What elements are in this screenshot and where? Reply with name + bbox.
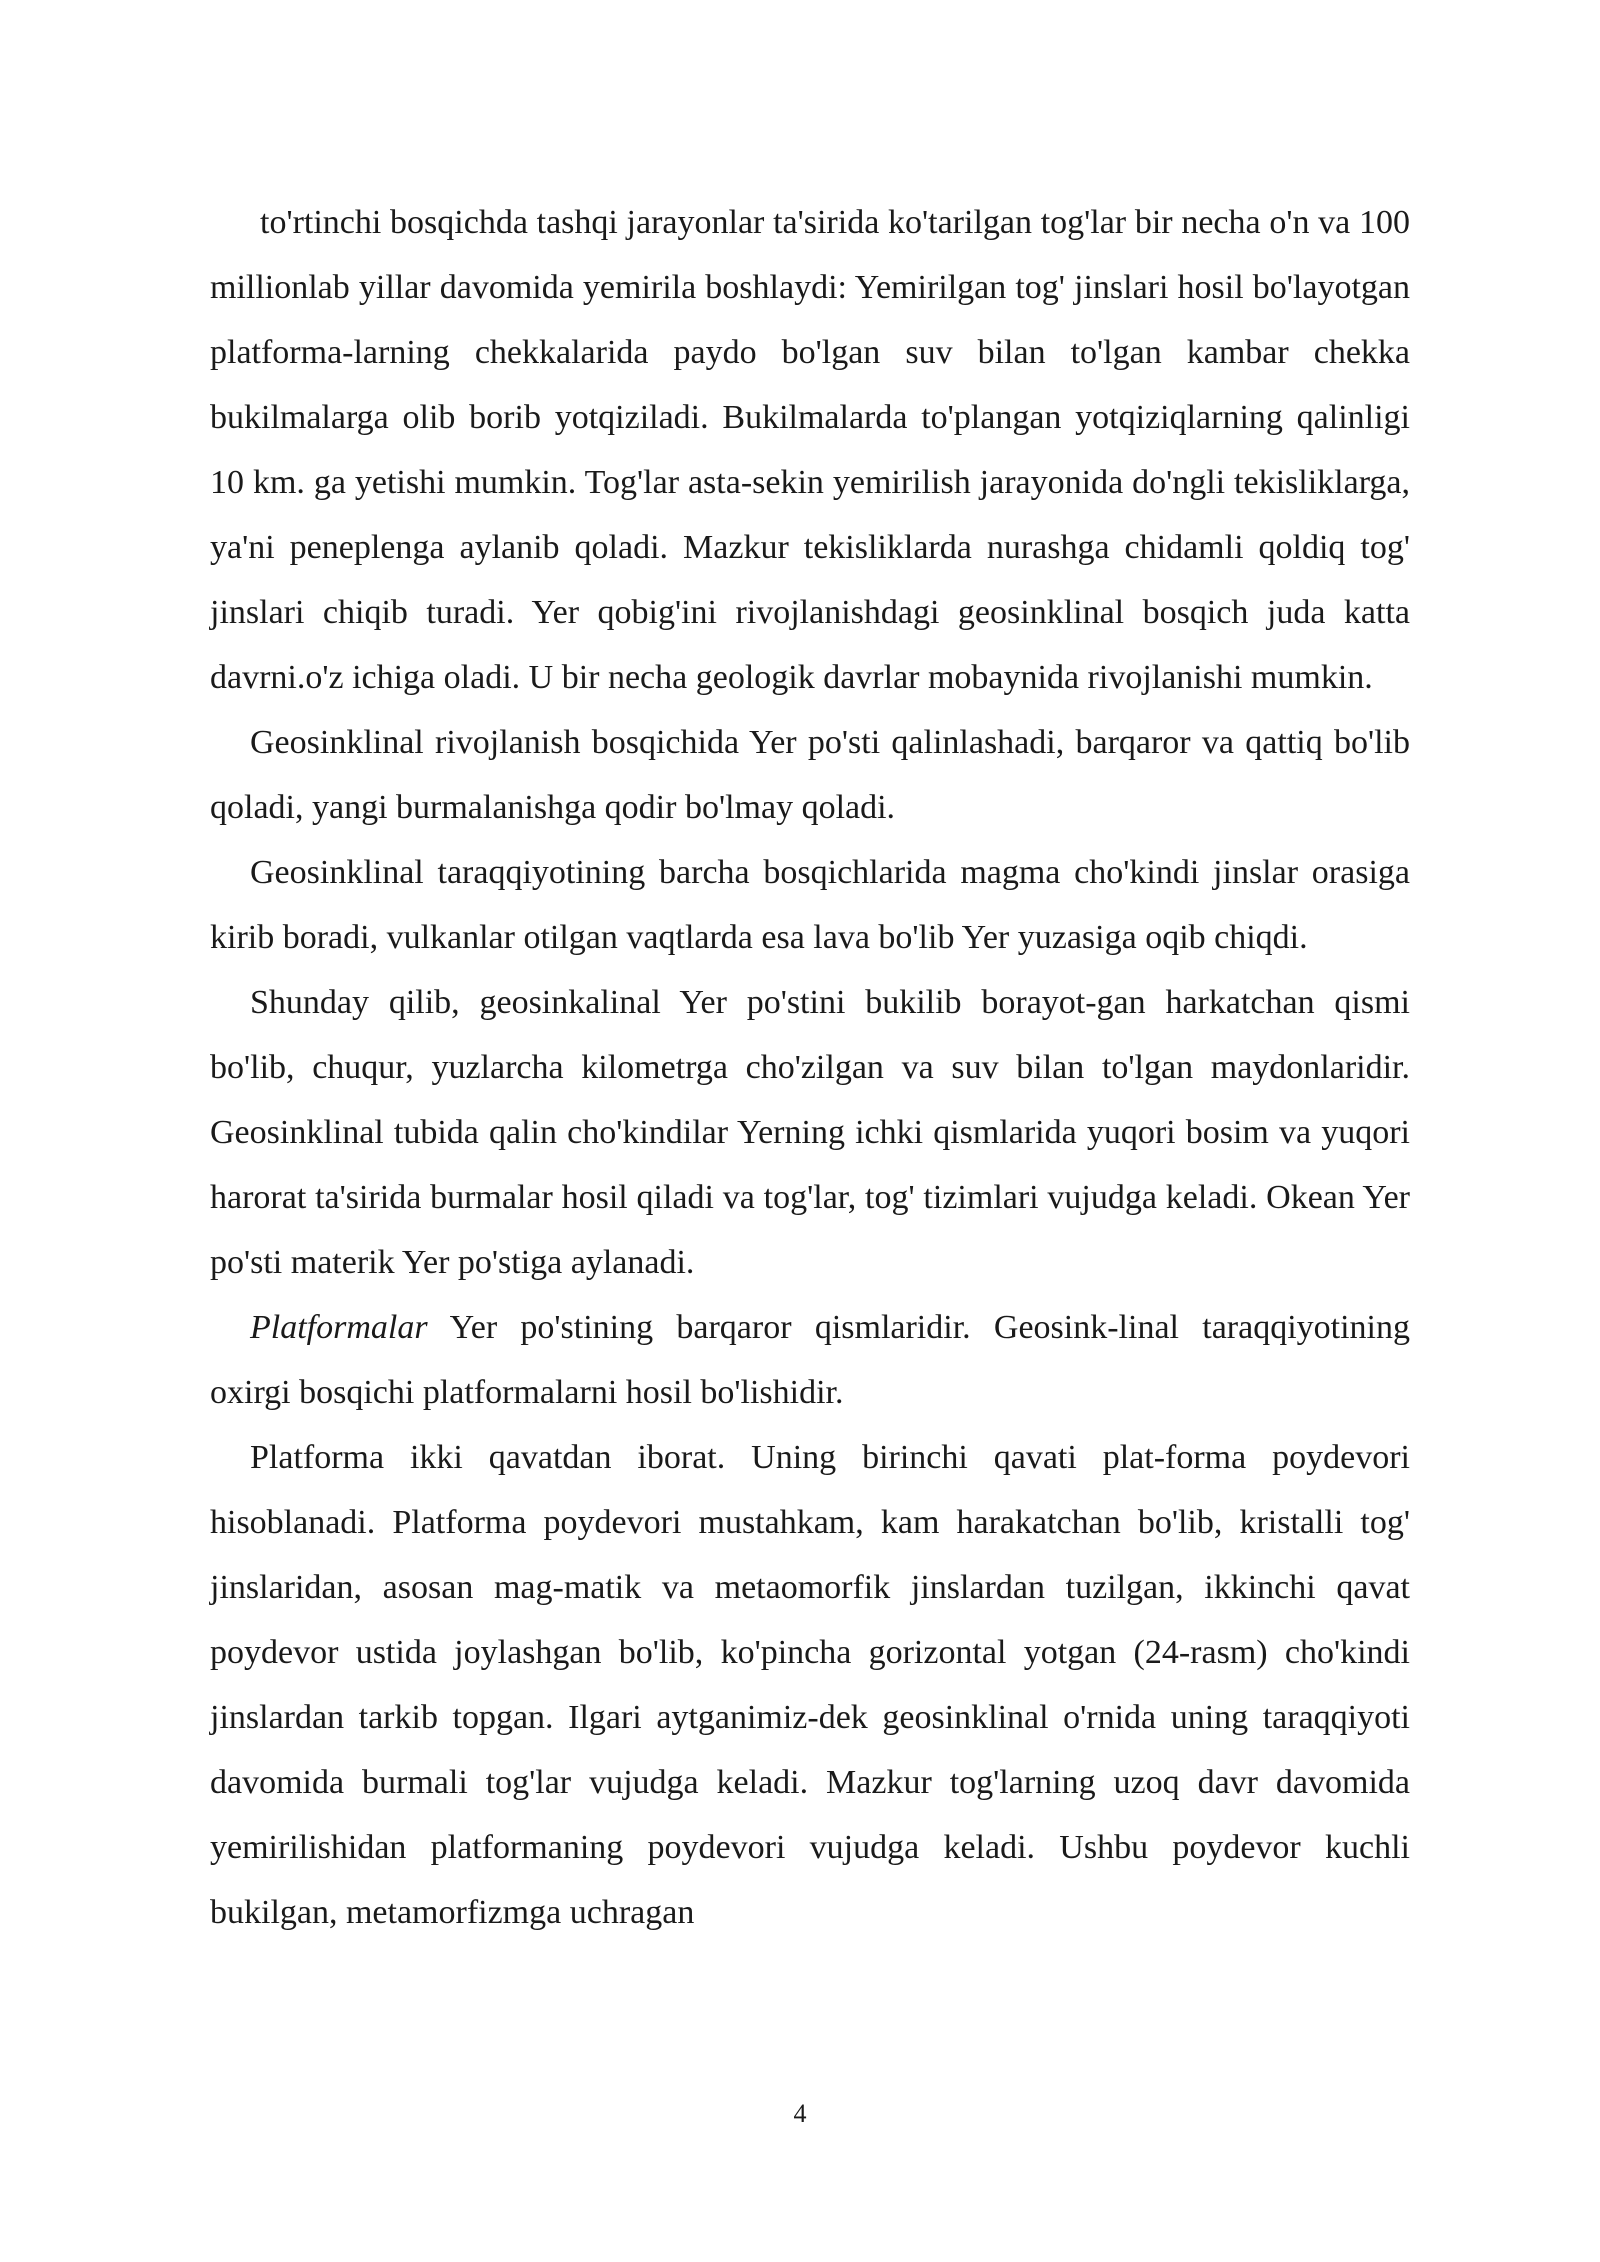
paragraph-1-text: to'rtinchi bosqichda tashqi jarayonlar ta'sirida ko'tarilgan tog'lar bir necha o'n va 100 millionlab yillar davomida yemirila boshlaydi: Yemirilgan tog' jinslari hosil bo'layotgan platforma-larning chekkalarida paydo bo'lgan suv bilan to'lgan kambar chekka bukilmalarga olib borib yotqiziladi. Bukilmalarda to'plangan yotqiziqlarning qalinligi 10 km. ga yetishi mumkin. Tog'lar asta-sekin yemirilish jarayonida do'ngli tekisliklarga, ya'ni peneplenga aylanib qoladi. Mazkur tekisliklarda nurashga chidamli qoldiq tog' jinslari chiqib turadi. Yer qobig'ini rivojlanishdagi geosinklinal bosqich juda katta davrni.o'z ichiga oladi. U bir necha geologik davrlar mobaynida rivojlanishi mumkin. [210, 204, 1410, 696]
paragraph-2 [210, 710, 1410, 840]
paragraph-5 [210, 1295, 1410, 1425]
paragraph-1 [210, 190, 1410, 710]
paragraph-6 [210, 1425, 1410, 1945]
italic-term-platformalar: Platformalar [250, 1309, 428, 1346]
paragraph-4-text: Shunday qilib, geosinkalinal Yer po'stini bukilib borayot-gan harkatchan qismi bo'lib, chuqur, yuzlarcha kilometrga cho'zilgan va suv bilan to'lgan maydonlaridir. Geosinklinal tubida qalin cho'kindilar Yerning ichki qismlarida yuqori bosim va yuqori harorat ta'sirida burmalar hosil qiladi va tog'lar, tog' tizimlari vujudga keladi. Okean Yer po'sti materik Yer po'stiga aylanadi. [210, 984, 1410, 1281]
paragraph-3 [210, 840, 1410, 970]
body-text [210, 190, 1410, 1945]
paragraph-3-text: Geosinklinal taraqqiyotining barcha bosqichlarida magma cho'kindi jinslar orasiga kirib boradi, vulkanlar otilgan vaqtlarda esa lava bo'lib Yer yuzasiga oqib chiqdi. [210, 854, 1410, 956]
paragraph-2-text: Geosinklinal rivojlanish bosqichida Yer po'sti qalinlashadi, barqaror va qattiq bo'lib qoladi, yangi burmalanishga qodir bo'lmay qoladi. [210, 724, 1410, 826]
paragraph-4 [210, 970, 1410, 1295]
paragraph-6-text: Platforma ikki qavatdan iborat. Uning birinchi qavati plat-forma poydevori hisoblanadi. Platforma poydevori mustahkam, kam harakatchan bo'lib, kristalli tog' jinslaridan, asosan mag-matik va metaomorfik jinslardan tuzilgan, ikkinchi qavat poydevor ustida joylashgan bo'lib, ko'pincha gorizontal yotgan (24-rasm) cho'kindi jinslardan tarkib topgan. Ilgari aytganimiz-dek geosinklinal o'rnida uning taraqqiyoti davomida burmali tog'lar vujudga keladi. Mazkur tog'larning uzoq davr davomida yemirilishidan platformaning poydevori vujudga keladi. Ushbu poydevor kuchli bukilgan, metamorfizmga uchragan [210, 1439, 1410, 1931]
page-number: 4 [793, 2099, 807, 2128]
paragraph-5-text: Yer po'stining barqaror qismlaridir. Geosink-linal taraqqiyotining oxirgi bosqichi platformalarni hosil bo'lishidir. [210, 1309, 1410, 1411]
